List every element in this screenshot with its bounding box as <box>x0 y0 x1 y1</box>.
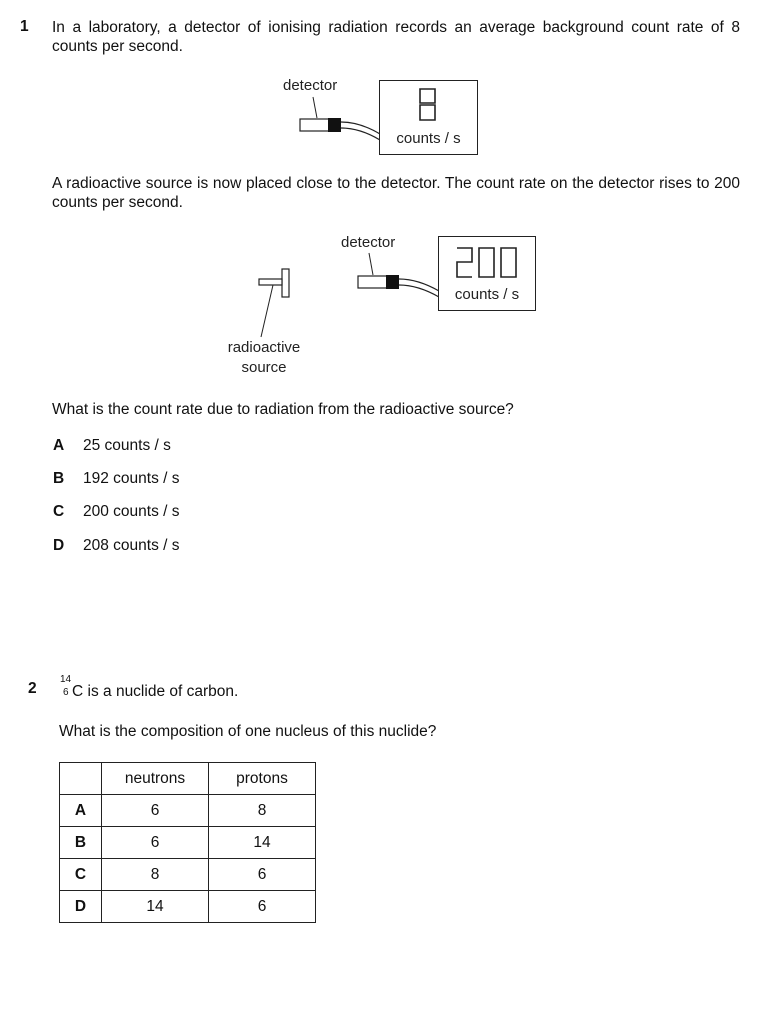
option-b-text[interactable]: 192 counts / s <box>83 470 180 487</box>
figure-1-display-units: counts / s <box>396 130 461 147</box>
question-1-middle: A radioactive source is now placed close to the detector. The count rate on the detector rises to 200 counts per second. <box>52 175 740 211</box>
table-header-neutrons: neutrons <box>102 763 209 795</box>
table-header-protons: protons <box>209 763 316 795</box>
row-letter: B <box>60 827 102 859</box>
figure-2-seven-segment-digits <box>455 245 521 281</box>
question-2-number: 2 <box>28 680 37 697</box>
neutrons-cell: 14 <box>102 891 209 923</box>
question-2-intro <box>60 674 239 701</box>
protons-cell: 6 <box>209 859 316 891</box>
figure-2-detector-label: detector <box>341 234 396 251</box>
table-header-blank <box>60 763 102 795</box>
figure-1-seven-segment-digit <box>417 87 439 123</box>
figure-2-display-units: counts / s <box>454 286 520 303</box>
option-a-text[interactable]: 25 counts / s <box>83 437 171 454</box>
figure-1-detector-label: detector <box>283 77 338 94</box>
row-letter: D <box>60 891 102 923</box>
table-row[interactable] <box>60 891 316 923</box>
nuclide-notation <box>60 674 72 700</box>
neutrons-cell: 6 <box>102 795 209 827</box>
option-b-letter[interactable]: B <box>53 470 65 487</box>
neutrons-cell: 6 <box>102 827 209 859</box>
question-1-intro: In a laboratory, a detector of ionising radiation records an average background count rate of 8 counts per second. <box>52 19 740 55</box>
question-2-intro-text: is a nuclide of carbon. <box>87 683 239 700</box>
atomic-number: 6 <box>63 687 69 698</box>
question-1-prompt: What is the count rate due to radiation from the radioactive source? <box>52 401 514 418</box>
row-letter: A <box>60 795 102 827</box>
option-c-text[interactable]: 200 counts / s <box>83 503 180 520</box>
mass-number: 14 <box>60 674 72 685</box>
radioactive-source-label-line2: source <box>241 359 287 376</box>
table-row[interactable] <box>60 827 316 859</box>
protons-cell: 14 <box>209 827 316 859</box>
option-c-letter[interactable]: C <box>53 503 65 520</box>
neutrons-cell: 8 <box>102 859 209 891</box>
figure-1-counter-display <box>379 80 478 155</box>
option-a-letter[interactable]: A <box>53 437 65 454</box>
figure-2-detector-icon <box>348 249 448 309</box>
composition-table <box>59 762 316 923</box>
table-row[interactable] <box>60 859 316 891</box>
radioactive-source-label-line1: radioactive <box>227 339 301 356</box>
figure-1-detector-icon <box>290 92 390 152</box>
protons-cell: 8 <box>209 795 316 827</box>
question-1-number: 1 <box>20 18 29 35</box>
table-header-row <box>60 763 316 795</box>
question-2-prompt: What is the composition of one nucleus of this nuclide? <box>59 723 437 740</box>
radioactive-source-icon <box>255 265 295 340</box>
option-d-letter[interactable]: D <box>53 537 65 554</box>
table-row[interactable] <box>60 795 316 827</box>
option-d-text[interactable]: 208 counts / s <box>83 537 180 554</box>
figure-2-counter-display <box>438 236 536 311</box>
protons-cell: 6 <box>209 891 316 923</box>
row-letter: C <box>60 859 102 891</box>
element-symbol: C <box>72 683 84 700</box>
